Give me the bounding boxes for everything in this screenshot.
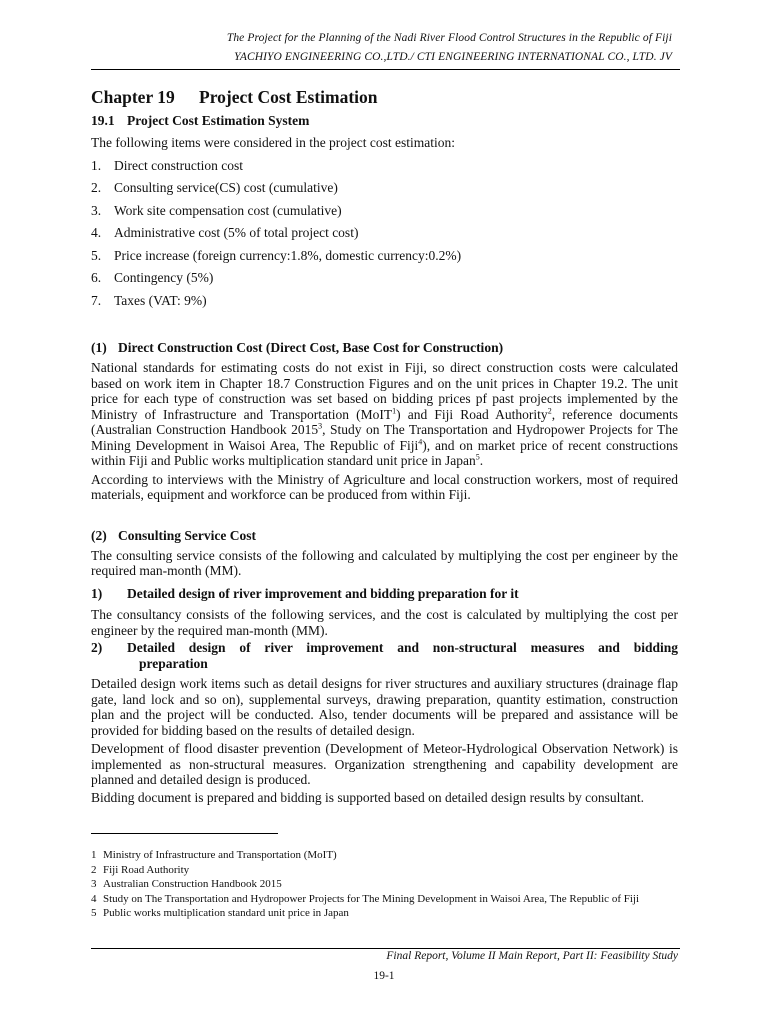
item-heading-detailed-design: 1) Detailed design of river improvement and bidding preparation for it [91,585,519,601]
chapter-heading [91,86,678,108]
footnote-ref: 2 [547,406,552,415]
paragraph-consulting-intro: The consulting service consists of the following and calculated by multiplying the cost per engineer by the required man-month (MM). [91,547,678,578]
paragraph-local-production: According to interviews with the Ministry of Agriculture and local construction workers, most of required materials, equipment and workforce can be produced from within Fiji. [91,471,678,502]
footnote-ref: 3 [318,421,323,431]
running-header-title: The Project for the Planning of the Nadi River Flood Control Structures in the Republic of Fiji [226,32,672,44]
header-rule [91,69,680,70]
chapter-number: Chapter 19 [91,87,175,107]
footnote: 2 Fiji Road Authority [91,863,190,876]
list-item: 4. Administrative cost (5% of total project cost) [91,225,359,240]
list-item: 7. Taxes (VAT: 9%) [91,292,207,308]
item-heading-detailed-design-nonstructural: 2) Detailed design of river improvement and non-structural measures and bidding preparation [91,640,678,671]
section-heading [91,112,678,130]
footer-rule [91,948,680,949]
list-item: 3. Work site compensation cost (cumulative) [91,202,342,218]
section-number: 19.1 [91,113,115,128]
chapter-title: Project Cost Estimation [199,87,378,107]
subsection-heading-consulting-service: (2) Consulting Service Cost [91,527,256,543]
page-number: 19-1 [373,970,395,982]
cost-items-list [91,155,678,313]
footnote: 4 Study on The Transportation and Hydropower Projects for The Mining Development in Waisoi Area, The Republic of Fiji [91,892,640,905]
footnote-ref: 1 [392,406,397,415]
paragraph-consultancy-services: The consultancy consists of the following services, and the cost is calculated by multiplying the cost per engineer by the required man-month (MM). [91,607,678,638]
footnote-ref: 5 [475,452,480,462]
footnote-ref: 4 [418,437,423,446]
list-item: 6. Contingency (5%) [91,270,214,285]
intro-paragraph: The following items were considered in the project cost estimation: [91,135,456,150]
section-title: Project Cost Estimation System [127,113,310,128]
footnotes [91,848,678,921]
paragraph-direct-cost: National standards for estimating costs do not exist in Fiji, so direct construction costs were calculated based on work item in Chapter 18.7 Construction Figures and on the unit prices in Chapter 19.2. The unit price for each type of construction was set based on bidding prices pf past projects implemented by the Ministry of Infrastructure and Transportation (MoIT$^1$) and Fiji Road Authority$^2$, reference documents (Australian Construction Handbook 2015$^3$, Study on The Transportation and Hydropower Projects for The Mining Development in Waisoi Area, The Republic of Fiji$^4$), and on market price of recent constructions within Fiji and Public works multiplication standard unit price in Japan$^5$. [91,360,679,468]
footnote: 1 Ministry of Infrastructure and Transportation (MoIT) [91,849,337,861]
list-item: 1. Direct construction cost [91,157,243,173]
list-item: 2. Consulting service(CS) cost (cumulative) [91,180,338,195]
running-header-authors: YACHIYO ENGINEERING CO.,LTD./ CTI ENGINEERING INTERNATIONAL CO., LTD. JV [234,51,672,63]
paragraph-design-work-items: Detailed design work items such as detail designs for river structures and auxiliary structures (drainage flap gate, land lock and so on), supplemental surveys, drawing preparation, quantity estimation, construction plan and the project will be conducted. Also, tender documents will be prepared and assistance will be provided for bidding based on the results of detailed design. [91,676,678,738]
paragraph-flood-disaster-prevention: Development of flood disaster prevention (Development of Meteor-Hydrological Observation Network) is implemented as non-structural measures. Organization strengthening and capability development are planned and detailed design is produced. [91,741,678,787]
subsection-heading-direct-construction-cost: (1) Direct Construction Cost (Direct Cost, Base Cost for Construction) [91,340,504,355]
footnote-separator [91,833,278,834]
paragraph-bidding-document: Bidding document is prepared and bidding is supported based on detailed design results by consultant. [91,789,645,805]
footnote: 5 Public works multiplication standard unit price in Japan [91,907,349,919]
main-content [91,86,678,805]
running-footer: Final Report, Volume II Main Report, Part II: Feasibility Study [386,950,678,962]
list-item: 5. Price increase (foreign currency:1.8%, domestic currency:0.2%) [91,247,462,263]
footnote: 3 Australian Construction Handbook 2015 [91,878,282,890]
